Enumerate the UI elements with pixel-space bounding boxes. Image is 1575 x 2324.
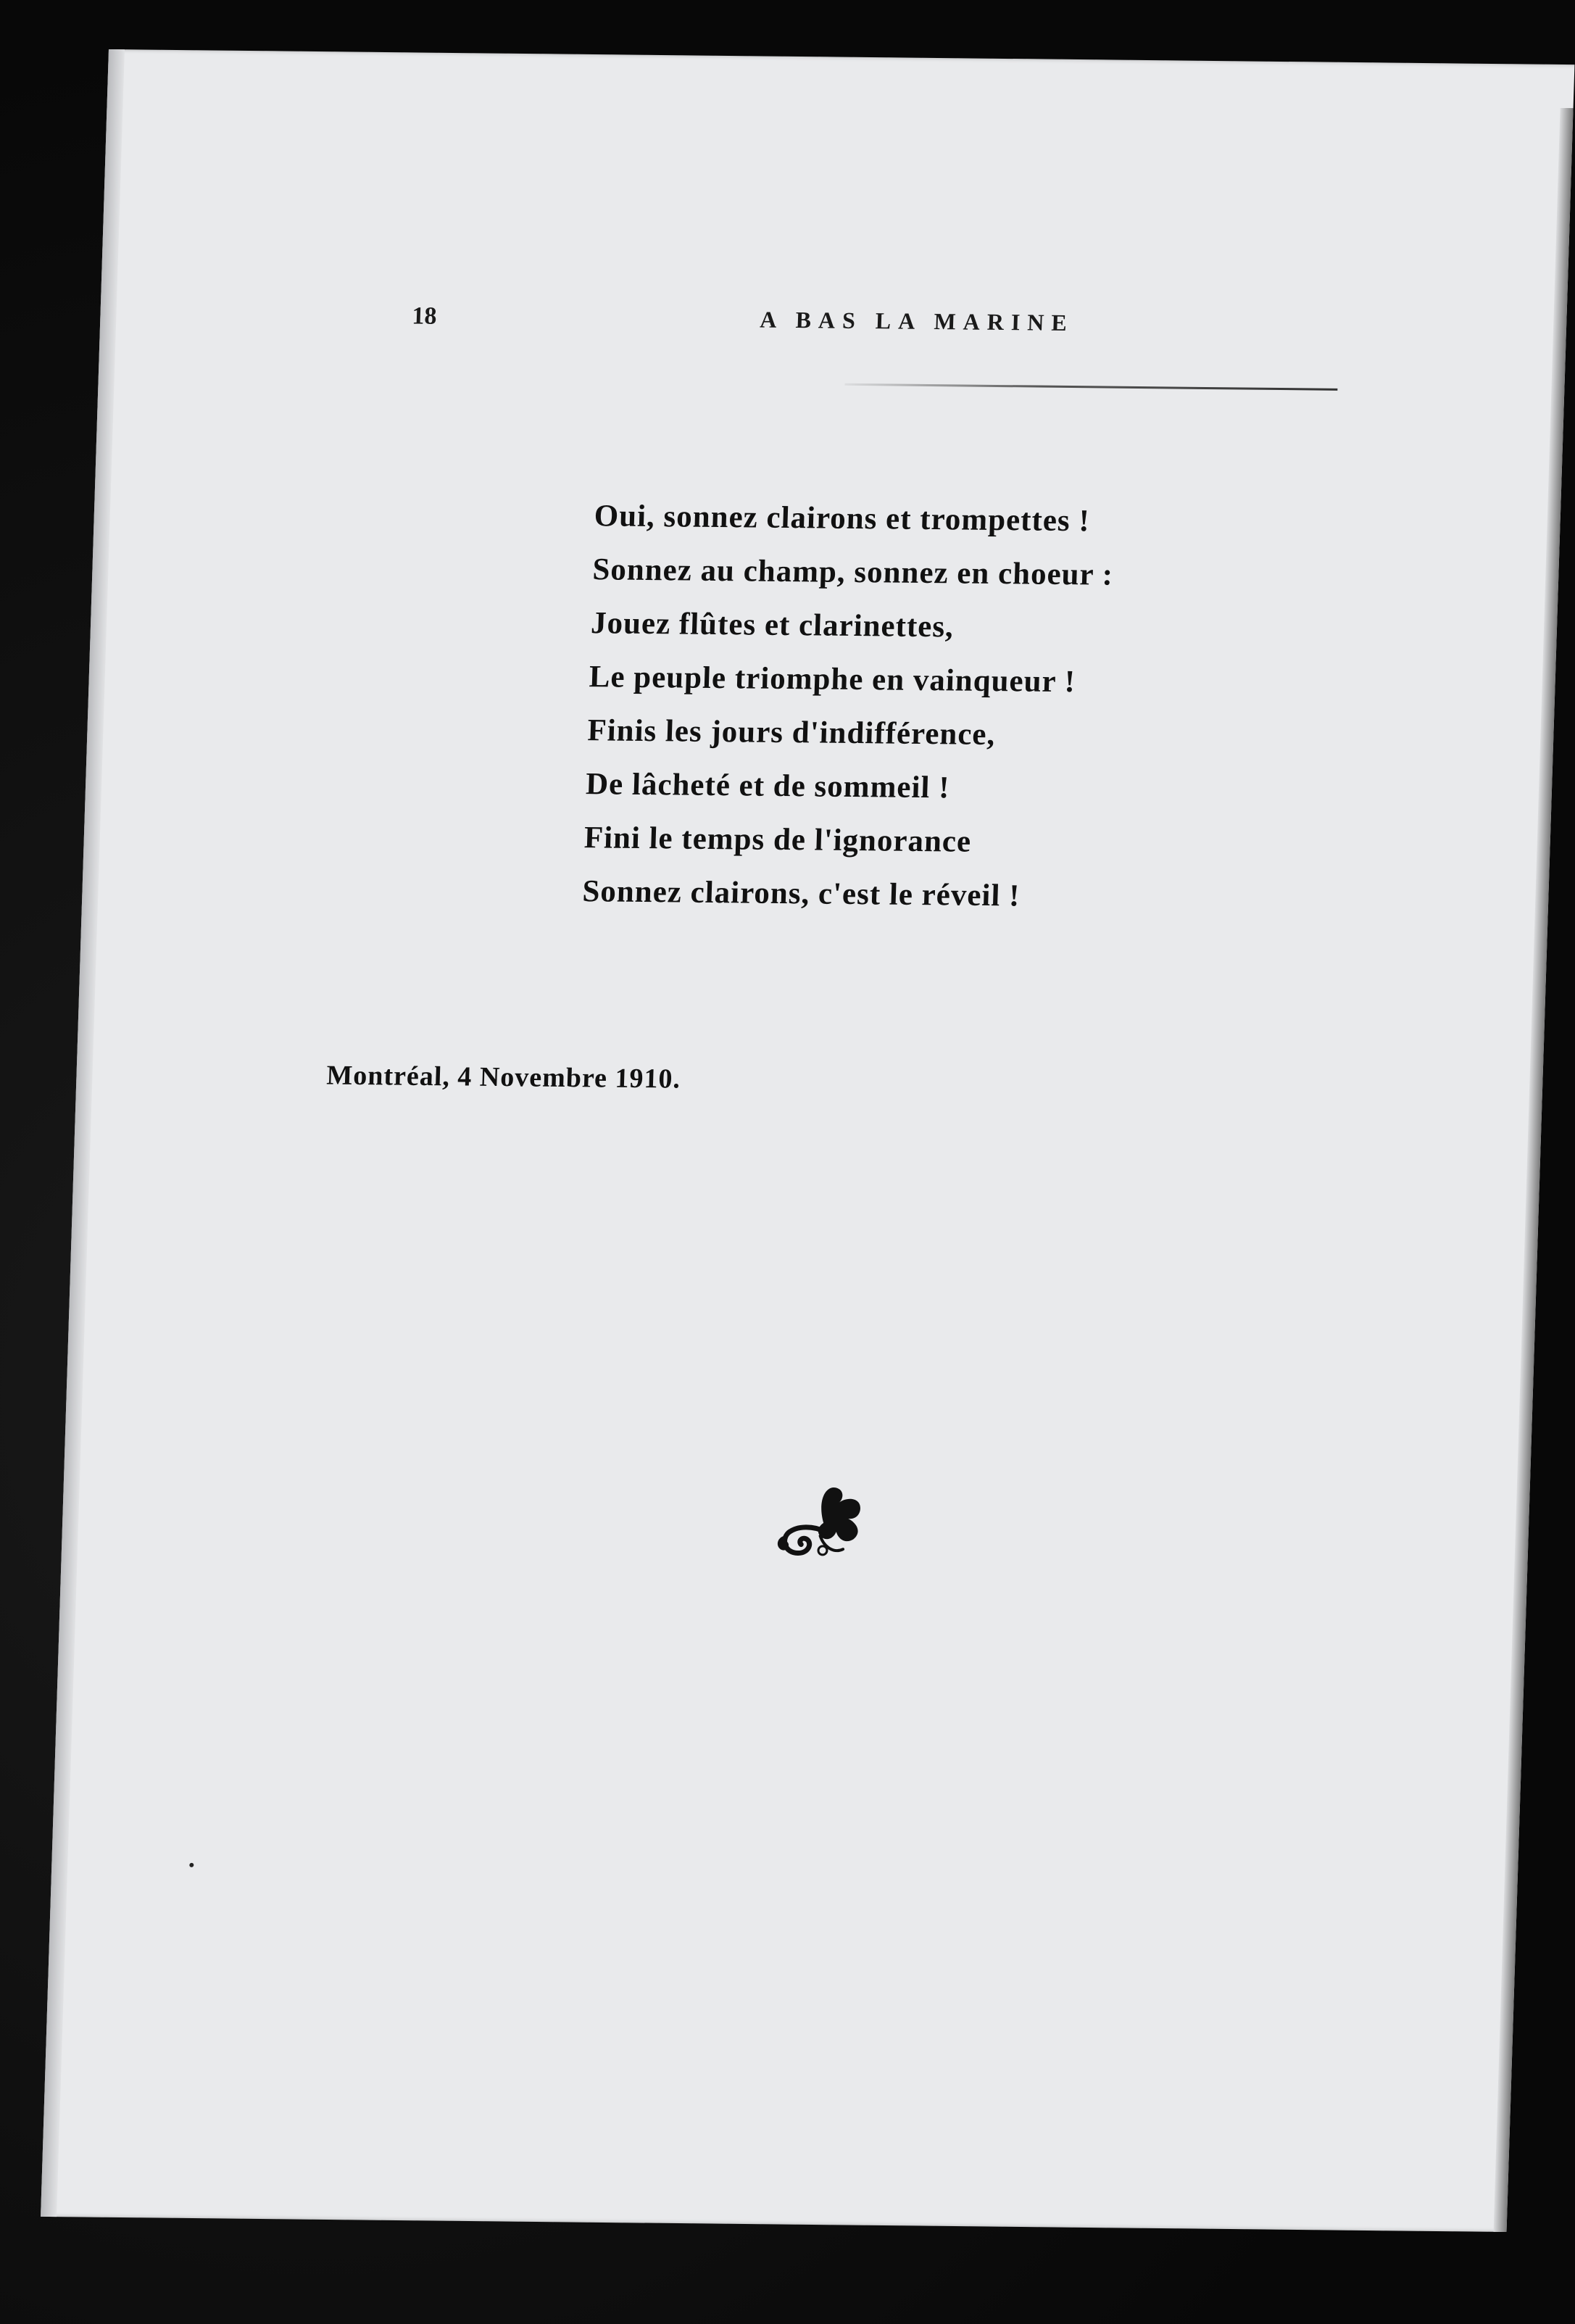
running-head-title: A BAS LA MARINE — [759, 306, 1075, 336]
poem-line: Jouez flûtes et clarinettes, — [590, 606, 955, 644]
poem-line: Le peuple triomphe en vainqueur ! — [589, 660, 1076, 700]
poem-line: Oui, sonnez clairons et trompettes ! — [594, 499, 1091, 539]
poem-line: Fini le temps de l'ignorance — [583, 821, 972, 859]
fleuron-icon — [771, 1477, 883, 1566]
poem-line: Finis les jours d'indifférence, — [586, 713, 997, 752]
poem-line: De lâcheté et de sommeil ! — [585, 767, 951, 805]
running-head-rule — [844, 383, 1337, 391]
running-head — [411, 302, 1484, 357]
book-page — [41, 49, 1574, 2232]
poem-line: Sonnez clairons, c'est le réveil ! — [581, 874, 1021, 913]
poem-line: Sonnez au champ, sonnez en choeur : — [591, 552, 1114, 592]
page-number: 18 — [411, 302, 438, 330]
paper-speck — [189, 1863, 194, 1867]
poem-stanza — [581, 489, 1392, 926]
place-date-signature: Montréal, 4 Novembre 1910. — [325, 1060, 681, 1095]
